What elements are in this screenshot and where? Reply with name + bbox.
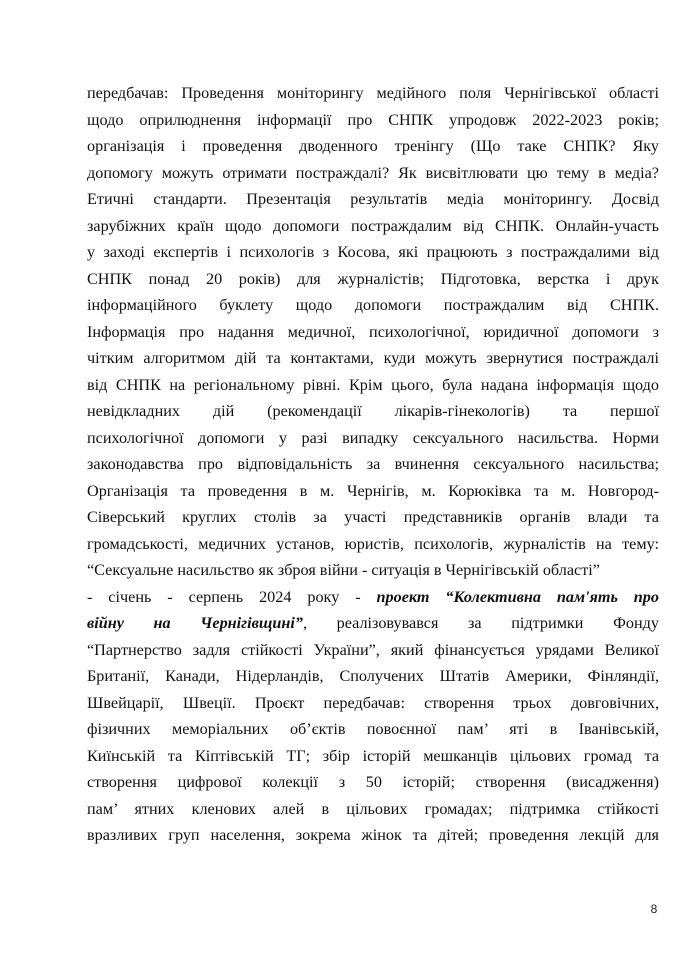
text-line-6: зарубіжних країн щодо допомоги постраждалим від СНПК. Онлайн-участь — [87, 216, 659, 235]
project-title-part-2: війну на Чернігівщині” — [87, 614, 303, 632]
text-line-11: чітким алгоритмом дій та контактами, куди можуть звернутися постраждалі — [87, 349, 659, 367]
text-line-26: Киїнській та Кіптівській ТГ; збір історій мешканців цільових громад та — [87, 746, 659, 765]
text-line-23: Британії, Канади, Нідерландів, Сполучених Штатів Америки, Фінляндії, — [87, 667, 659, 685]
text-line-27: створення цифрової колекції з 50 історій; створення (висадження) — [87, 773, 659, 791]
text-line-28: пам’ ятних кленових алей в цільових громадах; підтримка стійкості — [87, 799, 659, 818]
text-line-4: допомогу можуть отримати постраждалі? Як висвітлювати цю тему в медіа? — [87, 163, 659, 182]
text-line-14: психологічної допомоги у разі випадку сексуального насильства. Норми — [87, 428, 659, 447]
text-line-12: від СНПК на регіональному рівні. Крім цього, була надана інформація щодо — [87, 375, 659, 394]
text-line-13: невідкладних дій (рекомендації лікарів-гінекологів) та першої — [87, 402, 659, 420]
text-line-5: Етичні стандарти. Презентація результатів медіа моніторингу. Досвід — [87, 190, 659, 208]
text-line-15: законодавства про відповідальність за вчинення сексуального насильства; — [87, 455, 659, 473]
text-line-8: СНПК понад 20 років) для журналістів; Підготовка, верстка і друк — [87, 269, 659, 288]
text-line-10: Інформація про надання медичної, психологічної, юридичної допомоги з — [87, 322, 659, 341]
text-line-19: “Сексуальне насильство як зброя війни - ситуація в Чернігівській області” — [87, 561, 600, 579]
text-line-18: громадськості, медичних установ, юристів, психологів, журналістів на тему: — [87, 534, 659, 553]
text-line-1: передбачав: Проведення моніторингу медійного поля Чернігівської області — [87, 84, 659, 102]
text-line-16: Організація та проведення в м. Чернігів, м. Корюківка та м. Новгород- — [87, 481, 659, 500]
text-line-2: щодо оприлюднення інформації про СНПК упродовж 2022-2023 років; — [87, 110, 659, 129]
project-line-1 — [87, 584, 659, 611]
project-title-part-1: проект “Колективна пам'ять про — [376, 587, 659, 606]
text-line-17: Сіверський круглих столів за участі представників органів влади та — [87, 508, 659, 526]
text-line-24: Швейцарії, Швеції. Проєкт передбачав: створення трьох довговічних, — [87, 693, 659, 712]
text-line-25: фізичних меморіальних об’єктів повоєнної пам’ яті в Іванівській, — [87, 720, 659, 738]
text-line-7: у заході експертів і психологів з Косова, які працюють з постраждалими від — [87, 243, 659, 261]
text-line-3: організація і проведення дводенного тренінгу (Що таке СНПК? Яку — [87, 137, 659, 155]
body-text — [87, 80, 659, 849]
text-line-22: “Партнерство задля стійкості України”, який фінансується урядами Великої — [87, 640, 659, 659]
project-line-2 — [87, 610, 659, 637]
project-funding-text: , реалізовувався за підтримки Фонду — [302, 614, 659, 632]
page-number: 8 — [650, 902, 658, 916]
text-line-29: вразливих груп населення, зокрема жінок та дітей; проведення лекцій для — [87, 826, 659, 844]
text-line-9: інформаційного буклету щодо допомоги постраждалим від СНПК. — [87, 296, 659, 314]
project-dates: - січень - серпень 2024 року - — [87, 587, 377, 606]
